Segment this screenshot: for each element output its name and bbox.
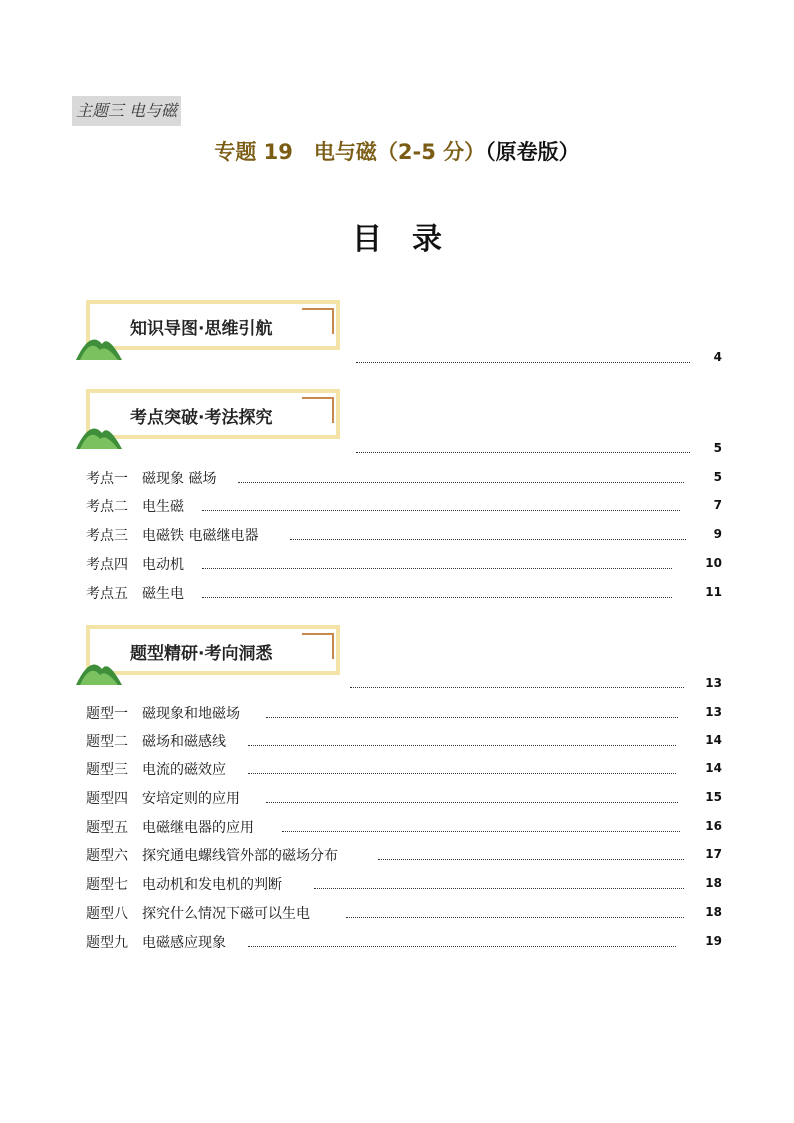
toc-item-label: 考点二 电生磁 [86,499,184,515]
toc-item-label: 题型九 电磁感应现象 [86,935,226,951]
banner-accent [302,633,334,635]
toc-item-label: 题型八 探究什么情况下磁可以生电 [86,906,310,922]
leader-dots [248,731,676,746]
section-banner-tixing[interactable] [76,625,348,687]
toc-item-label: 题型二 磁场和磁感线 [86,734,226,750]
hill-icon [76,647,124,687]
banner-accent [332,397,334,423]
toc-item-label: 题型五 电磁继电器的应用 [86,820,254,836]
section-title: 知识导图·思维引航 [130,319,273,339]
toc-item[interactable] [0,759,794,779]
section-banner-kaodian[interactable] [76,389,348,451]
toc-item-label: 题型四 安培定则的应用 [86,791,240,807]
toc-item[interactable] [0,903,794,923]
section-title: 考点突破·考法探究 [130,408,273,428]
document-title [0,136,794,166]
toc-item[interactable] [0,583,794,603]
page-number: 11 [705,585,722,599]
leader-dots [282,817,680,832]
section-title: 题型精研·考向洞悉 [130,644,273,664]
toc-item[interactable] [0,817,794,837]
banner-accent [332,633,334,659]
leader-dots [356,348,690,363]
page-number: 5 [713,441,722,455]
page-number: 16 [705,819,722,833]
leader-dots [202,496,680,511]
page-number: 14 [705,733,722,747]
page-number: 9 [713,527,722,541]
page-number: 13 [705,676,722,690]
banner-accent [302,308,334,310]
toc-item[interactable] [0,468,794,488]
toc-item-label: 题型七 电动机和发电机的判断 [86,877,282,893]
toc-item[interactable] [0,932,794,952]
topic-tag: 主题三 电与磁 [72,96,181,126]
toc-item[interactable] [0,703,794,723]
page-number: 18 [705,876,722,890]
toc-item[interactable] [0,845,794,865]
leader-dots [356,438,690,453]
toc-item[interactable] [0,731,794,751]
toc-heading: 目录 [352,222,472,257]
banner-accent [332,308,334,334]
toc-item[interactable] [0,525,794,545]
title-main: 专题 19 电与磁（2-5 分） [214,140,486,164]
hill-icon [76,411,124,451]
page-number: 18 [705,905,722,919]
leader-dots [238,468,684,483]
toc-item-label: 题型一 磁现象和地磁场 [86,706,240,722]
section-banner-mindmap[interactable] [76,300,348,362]
leader-dots [290,525,686,540]
leader-dots [202,554,672,569]
toc-item-label: 考点一 磁现象 磁场 [86,471,217,487]
page-number: 14 [705,761,722,775]
toc-item[interactable] [0,554,794,574]
banner-accent [302,397,334,399]
toc-item[interactable] [0,788,794,808]
page-number: 15 [705,790,722,804]
toc-item-label: 题型六 探究通电螺线管外部的磁场分布 [86,848,338,864]
leader-dots [266,788,678,803]
page-number: 10 [705,556,722,570]
toc-item[interactable] [0,496,794,516]
hill-icon [76,322,124,362]
leader-dots [314,874,684,889]
page-number: 7 [713,498,722,512]
title-version: （原卷版） [485,140,580,164]
leader-dots [266,703,678,718]
page-number: 17 [705,847,722,861]
page-number: 13 [705,705,722,719]
toc-item-label: 考点四 电动机 [86,557,184,573]
toc-item-label: 题型三 电流的磁效应 [86,762,226,778]
leader-dots [202,583,672,598]
toc-item[interactable] [0,874,794,894]
leader-dots [346,903,684,918]
leader-dots [378,845,684,860]
page-number: 19 [705,934,722,948]
leader-dots [350,673,684,688]
page-number: 5 [713,470,722,484]
toc-item-label: 考点五 磁生电 [86,586,184,602]
leader-dots [248,932,676,947]
leader-dots [248,759,676,774]
page-number: 4 [713,350,722,364]
toc-item-label: 考点三 电磁铁 电磁继电器 [86,528,259,544]
